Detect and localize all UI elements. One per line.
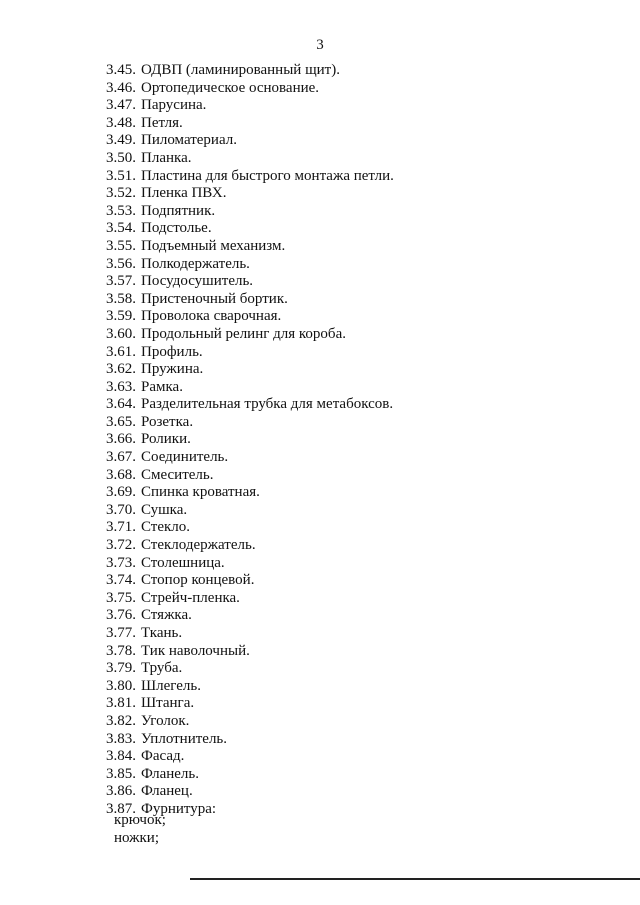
list-item-text: Пленка ПВХ.: [141, 185, 227, 202]
list-item: [106, 519, 626, 537]
list-item-text: Шлегель.: [141, 677, 201, 694]
list-item-number: 3.86.: [106, 783, 136, 800]
list-item: [106, 273, 626, 291]
list-item: [106, 449, 626, 467]
list-item-text: Стеклодержатель.: [141, 537, 256, 554]
list-item-text: Посудосушитель.: [141, 273, 254, 290]
list-item: [106, 783, 626, 801]
list-item-number: 3.78.: [106, 642, 136, 659]
list-item: [106, 97, 626, 115]
list-item-text: Стопор концевой.: [141, 572, 255, 589]
list-item: [106, 607, 626, 625]
list-item-text: Фурнитура:: [141, 800, 217, 817]
list-item-number: 3.59.: [106, 308, 136, 325]
list-item: [106, 361, 626, 379]
list-item-text: Столешница.: [141, 554, 225, 571]
list-item: [106, 379, 626, 397]
list-item-number: 3.76.: [106, 607, 136, 624]
list-item-number: 3.57.: [106, 273, 136, 290]
list-item-number: 3.74.: [106, 572, 136, 589]
list-item: [106, 748, 626, 766]
list-item-text: Фасад.: [141, 748, 185, 765]
list-item-number: 3.71.: [106, 519, 136, 536]
list-item-number: 3.68.: [106, 466, 136, 483]
list-item: [106, 238, 626, 256]
list-item-number: 3.66.: [106, 431, 136, 448]
list-item-text: Тик наволочный.: [141, 642, 250, 659]
list-item-text: Пружина.: [141, 361, 204, 378]
list-item: [106, 168, 626, 186]
list-item-text: Планка.: [141, 149, 192, 166]
list-item-number: 3.80.: [106, 677, 136, 694]
list-item-text: Пиломатериал.: [141, 132, 237, 149]
list-item: [106, 396, 626, 414]
list-item-number: 3.49.: [106, 132, 136, 149]
list-item-number: 3.75.: [106, 589, 136, 606]
list-item-text: ОДВП (ламинированный щит).: [141, 62, 340, 78]
list-item-text: Полкодержатель.: [141, 255, 250, 272]
list-item: [106, 80, 626, 98]
list-item-text: Фланец.: [141, 783, 193, 800]
list-item-number: 3.52.: [106, 185, 136, 202]
list-item: [106, 695, 626, 713]
list-item-text: Стрейч-пленка.: [141, 589, 240, 606]
list-item-number: 3.70.: [106, 501, 136, 518]
list-item-text: Петля.: [141, 114, 183, 131]
list-item: [106, 643, 626, 661]
list-item-text: Продольный релинг для короба.: [141, 325, 346, 342]
list-item-text: Стекло.: [141, 519, 191, 536]
sub-list-item: ножки;: [114, 829, 159, 846]
list-item-number: 3.65.: [106, 413, 136, 430]
list-item-number: 3.54.: [106, 220, 136, 237]
list-item-number: 3.63.: [106, 378, 136, 395]
list-item: [106, 660, 626, 678]
list-item-number: 3.55.: [106, 237, 136, 254]
list-item-text: Уголок.: [141, 712, 190, 729]
list-item-text: Ортопедическое основание.: [141, 79, 320, 96]
list-item-number: 3.72.: [106, 537, 136, 554]
list-item-text: Профиль.: [141, 343, 203, 360]
list-item: [106, 678, 626, 696]
list-item-text: Пластина для быстрого монтажа петли.: [141, 167, 394, 184]
list-item-number: 3.64.: [106, 396, 136, 413]
list-item: [106, 256, 626, 274]
list-item-text: Штанга.: [141, 695, 195, 712]
list-item: [106, 555, 626, 573]
list-item-number: 3.69.: [106, 484, 136, 501]
list-item-text: Розетка.: [141, 413, 194, 430]
list-item: [106, 801, 626, 819]
list-item-text: Смеситель.: [141, 466, 214, 483]
list-item: [106, 537, 626, 555]
list-item-text: Фланель.: [141, 765, 200, 782]
list-item-number: 3.84.: [106, 748, 136, 765]
list-item: [106, 132, 626, 150]
page-number: 3: [316, 37, 324, 53]
list-item: [106, 431, 626, 449]
list-item-number: 3.58.: [106, 290, 136, 307]
list-item-number: 3.61.: [106, 343, 136, 360]
list-item-number: 3.51.: [106, 167, 136, 184]
list-item-number: 3.53.: [106, 202, 136, 219]
list-item-text: Стяжка.: [141, 607, 192, 624]
page-bottom-rule: [190, 878, 640, 880]
list-item-number: 3.85.: [106, 765, 136, 782]
list-item-number: 3.73.: [106, 554, 136, 571]
list-item: [106, 625, 626, 643]
list-item-text: Парусина.: [141, 97, 207, 114]
list-item: [106, 308, 626, 326]
list-item-number: 3.87.: [106, 800, 136, 817]
list-item: [106, 185, 626, 203]
list-item: [106, 150, 626, 168]
list-item-text: Соединитель.: [141, 449, 229, 466]
list-item-text: Пристеночный бортик.: [141, 290, 288, 307]
list-item-number: 3.81.: [106, 695, 136, 712]
item-list: [106, 62, 626, 819]
list-item-text: Сушка.: [141, 501, 188, 518]
list-item: [106, 590, 626, 608]
list-item-number: 3.56.: [106, 255, 136, 272]
list-item-text: Спинка кроватная.: [141, 484, 260, 501]
list-item: [106, 766, 626, 784]
list-item-number: 3.62.: [106, 361, 136, 378]
list-item: [106, 326, 626, 344]
list-item-text: Подпятник.: [141, 202, 216, 219]
list-item-number: 3.60.: [106, 325, 136, 342]
list-item-number: 3.46.: [106, 79, 136, 96]
list-item-text: Разделительная трубка для метабоксов.: [141, 396, 394, 413]
list-item-number: 3.82.: [106, 712, 136, 729]
list-item: [106, 713, 626, 731]
list-item: [106, 572, 626, 590]
list-item-text: Труба.: [141, 660, 183, 677]
list-item-number: 3.77.: [106, 625, 136, 641]
list-item-text: Подъемный механизм.: [141, 237, 286, 254]
list-item-number: 3.47.: [106, 97, 136, 114]
list-item-number: 3.79.: [106, 660, 136, 677]
list-item-number: 3.67.: [106, 449, 136, 466]
list-item: [106, 731, 626, 749]
list-item-text: Ткань.: [141, 625, 183, 641]
list-item-number: 3.45.: [106, 62, 136, 78]
list-item: [106, 467, 626, 485]
list-item: [106, 62, 626, 80]
list-item: [106, 220, 626, 238]
list-item: [106, 291, 626, 309]
sub-item-list: [114, 812, 166, 847]
list-item-text: Уплотнитель.: [141, 730, 228, 747]
list-item-text: Рамка.: [141, 378, 183, 395]
list-item-text: Ролики.: [141, 431, 191, 448]
list-item-text: Проволока сварочная.: [141, 308, 282, 325]
list-item-number: 3.48.: [106, 114, 136, 131]
list-item: [106, 344, 626, 362]
list-item: [106, 414, 626, 432]
list-item: [106, 115, 626, 133]
list-item-number: 3.83.: [106, 730, 136, 747]
list-item-number: 3.50.: [106, 149, 136, 166]
sub-list-item: крючок;: [114, 812, 166, 828]
list-item: [106, 203, 626, 221]
list-item: [106, 502, 626, 520]
list-item-text: Подстолье.: [141, 220, 212, 237]
list-item: [106, 484, 626, 502]
